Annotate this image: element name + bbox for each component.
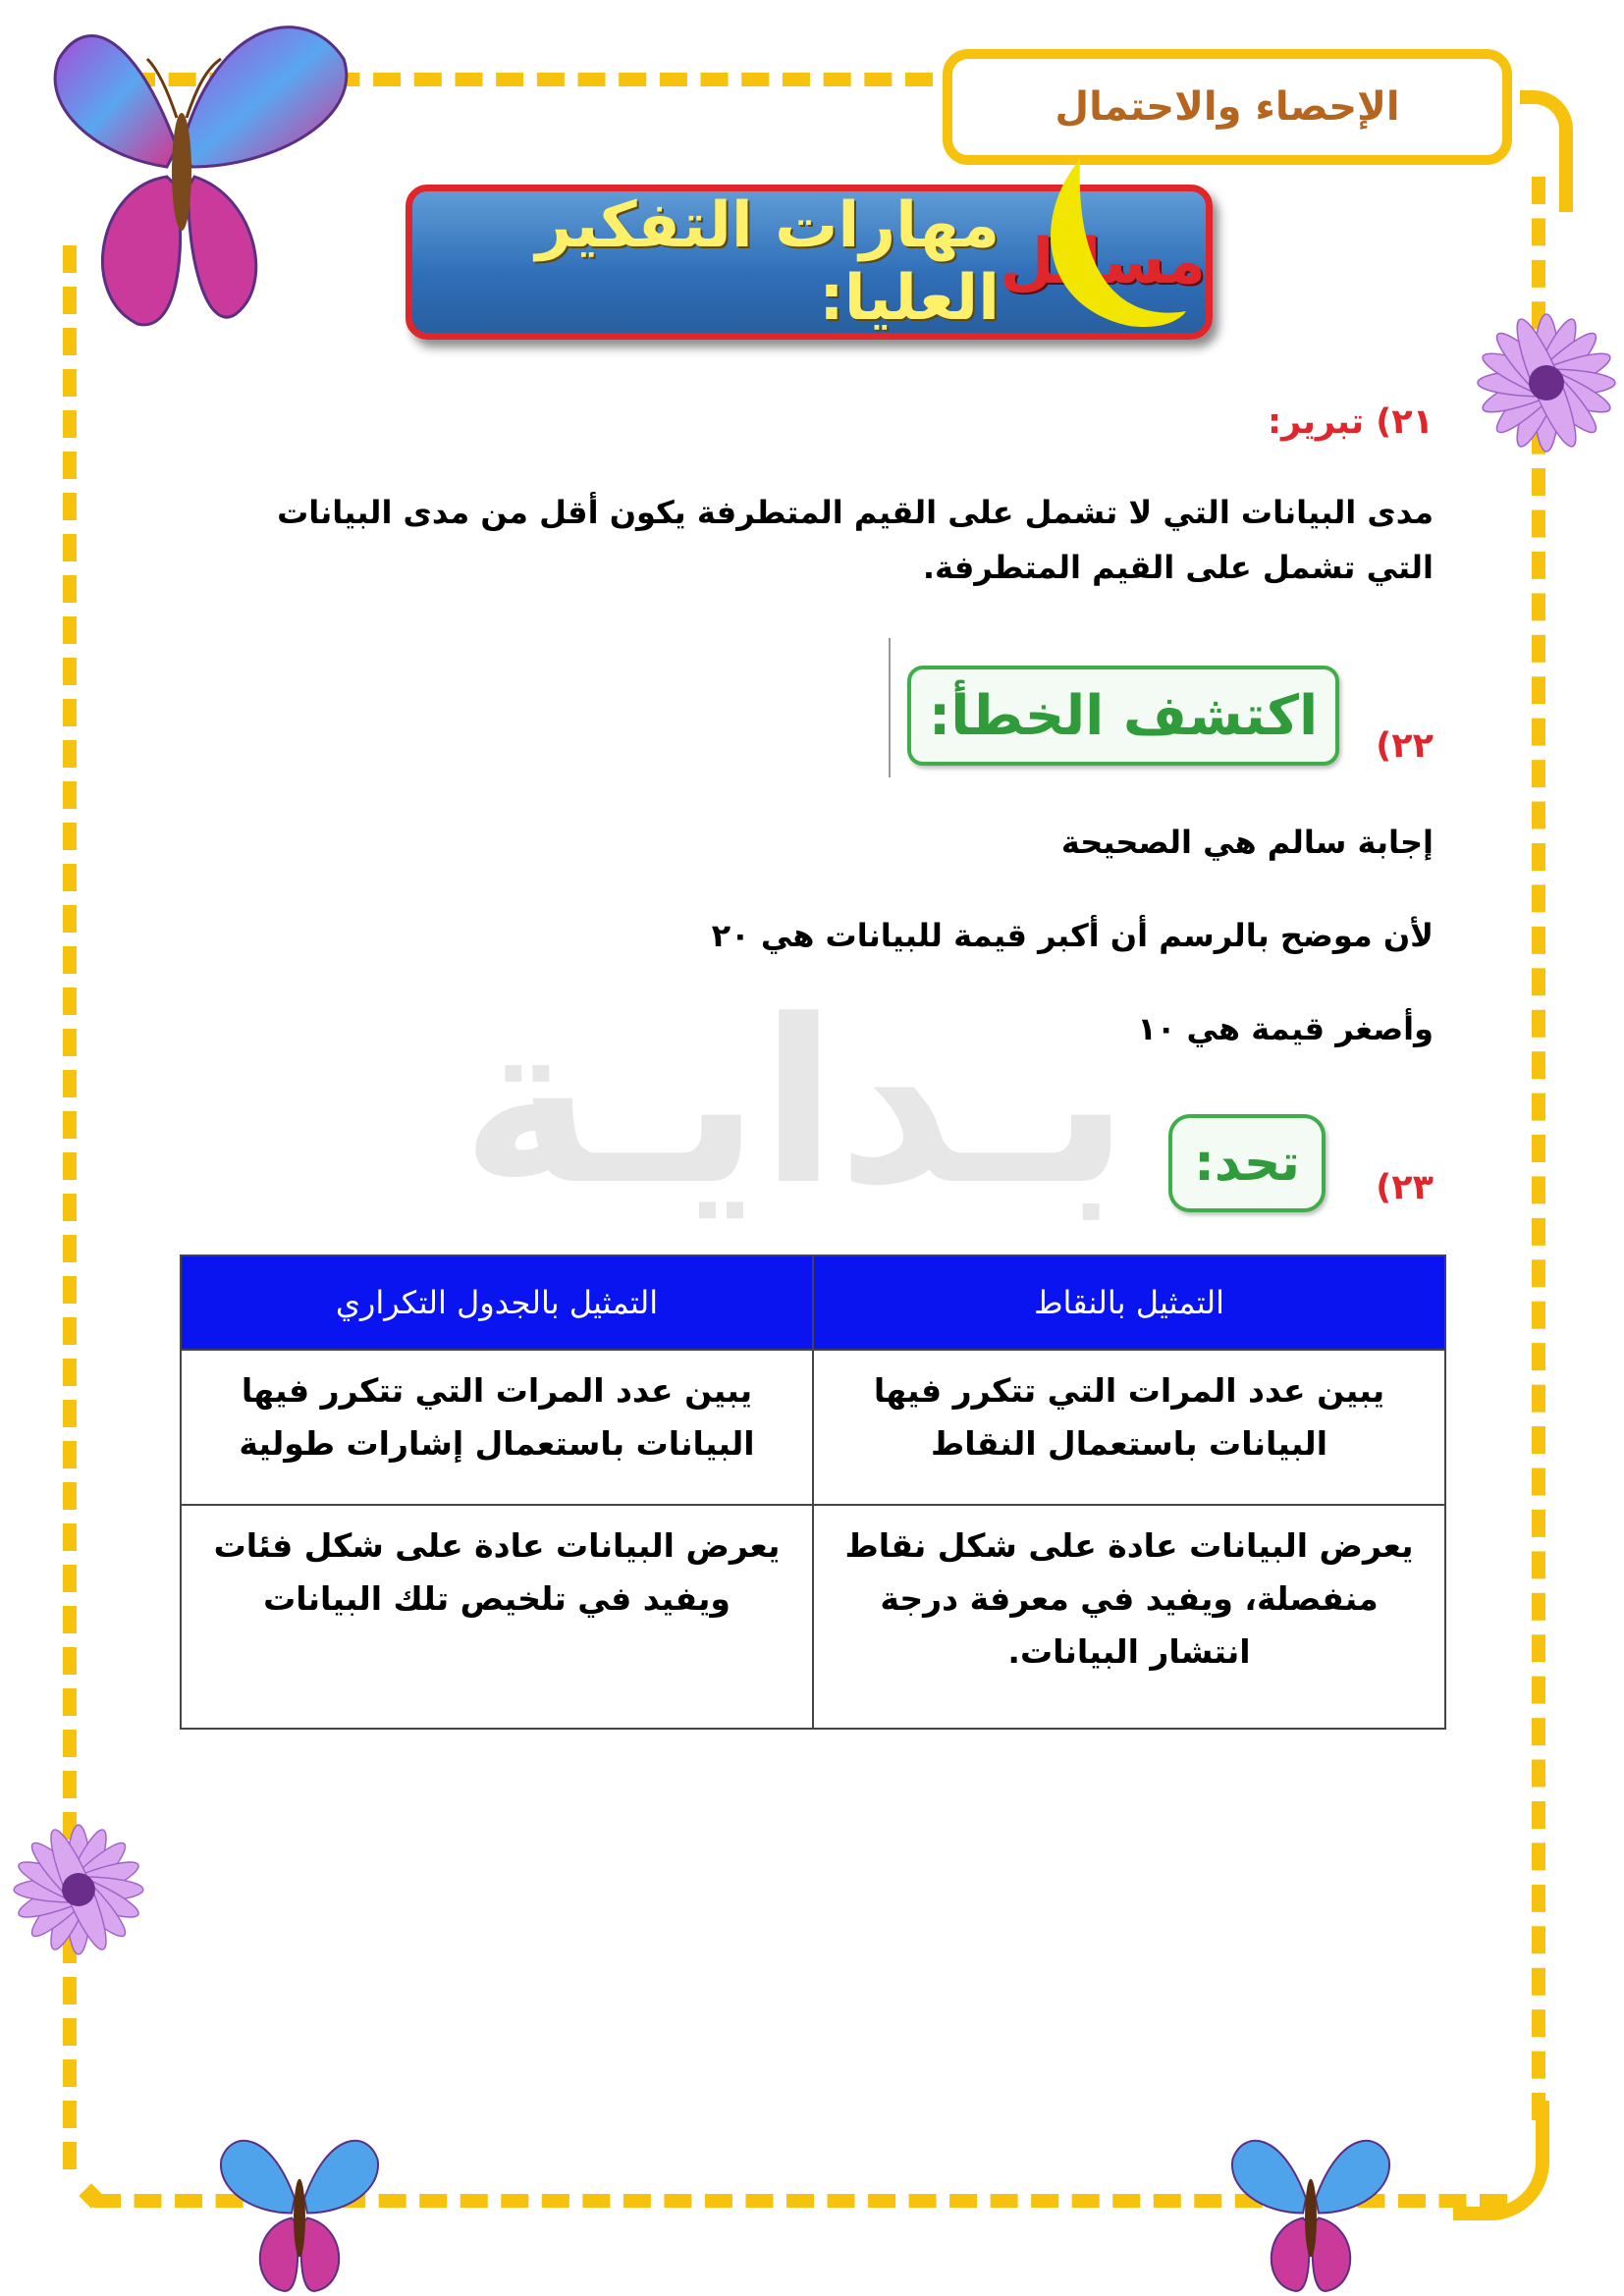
question-22-number: ٢٢) [1376,726,1434,766]
question-22-line-1: إجابة سالم هي الصحيحة [1060,824,1434,861]
table-cell: يبين عدد المرات التي تتكرر فيها البيانات باستعمال إشارات طولية [181,1350,813,1505]
butterfly-icon [20,0,373,363]
butterfly-icon [211,2120,388,2296]
frame-corner [1520,90,1573,212]
frame-corner [1453,2101,1549,2220]
find-error-tag-label: اكتشف الخطأ: [928,683,1319,748]
watermark: بـدايـة [460,973,1130,1235]
chapter-title: الإحصاء والاحتمال [1055,84,1400,130]
table-header-row [181,1255,1445,1350]
flower-icon [1463,299,1624,466]
butterfly-icon [1222,2120,1399,2296]
frame-right-border [1532,177,1545,2120]
table-cell: يعرض البيانات عادة على شكل فئات ويفيد في تلخيص تلك البيانات [181,1505,813,1729]
question-21-answer: مدى البيانات التي لا تشمل على القيم المتطرفة يكون أقل من مدى البيانات التي تشمل على القيم المتطرفة. [277,494,1434,586]
table-header-cell: التمثيل بالنقاط [813,1255,1445,1350]
flower-icon [0,1806,157,1973]
challenge-tag [1168,1114,1326,1212]
divider-line [889,638,891,777]
banner-word-red: مسائل [1000,226,1206,298]
table-row [181,1505,1445,1729]
crescent-icon [1021,139,1188,336]
question-23-number: ٢٣) [1376,1168,1434,1207]
question-21-label: ٢١) تبرير: [1267,402,1434,442]
table-cell: يعرض البيانات عادة على شكل نقاط منفصلة، ويفيد في معرفة درجة انتشار البيانات. [813,1505,1445,1729]
comparison-table [180,1255,1446,1730]
find-error-tag [907,666,1339,766]
table-row [181,1350,1445,1505]
challenge-tag-label: تحد: [1194,1134,1300,1193]
table-cell: يبين عدد المرات التي تتكرر فيها البيانات باستعمال النقاط [813,1350,1445,1505]
banner-word-yellow: مهارات التفكير العليا: [535,189,1001,335]
question-22-line-2: لأن موضح بالرسم أن أكبر قيمة للبيانات هي ٢٠ [711,917,1434,954]
table-header-cell: التمثيل بالجدول التكراري [181,1255,813,1350]
question-22-line-3: وأصغر قيمة هي ١٠ [1137,1010,1434,1047]
